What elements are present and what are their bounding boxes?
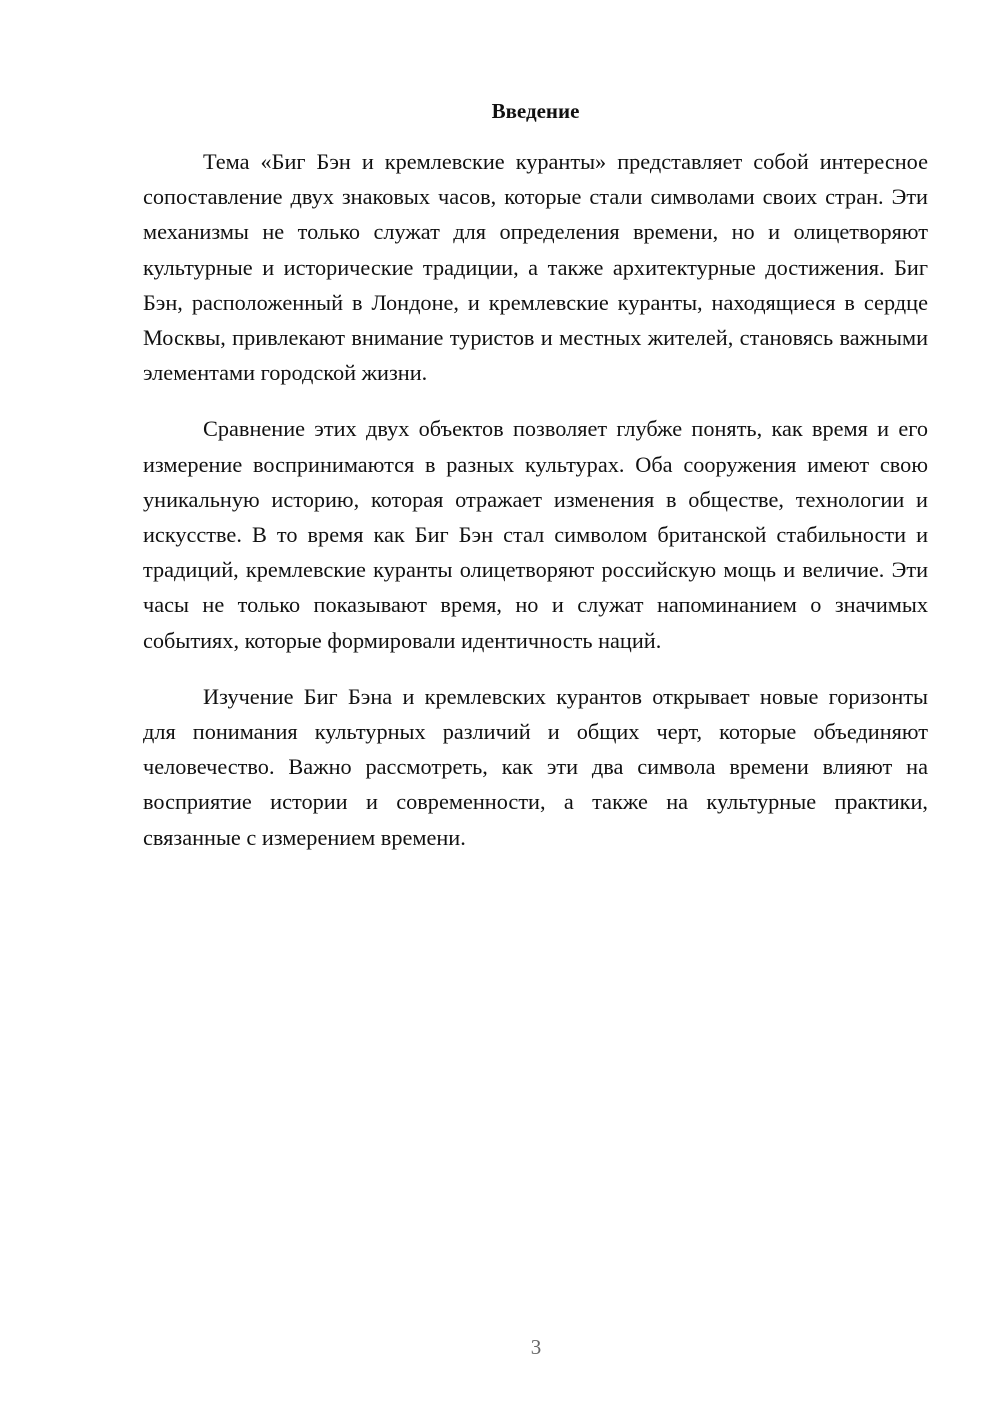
paragraph-2: Сравнение этих двух объектов позволяет глубже понять, как время и его измерение воспринимаются в разных культурах. Оба сооружения имеют свою уникальную историю, которая отражает изменения в обществе, технологии и искусстве. В то время как Биг Бэн стал символом британской стабильности и традиций, кремлевские куранты олицетворяют российскую мощь и величие. Эти часы не только показывают время, но и служат напоминанием о значимых событиях, которые формировали идентичность наций.: [143, 416, 928, 653]
paragraph-1: Тема «Биг Бэн и кремлевские куранты» представляет собой интересное сопоставление двух знаковых часов, которые стали символами своих стран. Эти механизмы не только служат для определения времени, но и олицетворяют культурные и исторические традиции, а также архитектурные достижения. Биг Бэн, расположенный в Лондоне, и кремлевские куранты, находящиеся в сердце Москвы, привлекают внимание туристов и местных жителей, становясь важными элементами городской жизни.: [143, 149, 928, 386]
section-heading: Введение: [491, 99, 580, 123]
page-number: 3: [530, 1335, 542, 1359]
paragraph-3: Изучение Биг Бэна и кремлевских курантов открывает новые горизонты для понимания культурных различий и общих черт, которые объединяют человечество. Важно рассмотреть, как эти два символа времени влияют на восприятие истории и современности, а также на культурные практики, связанные с измерением времени.: [143, 683, 928, 850]
page-content: [143, 96, 928, 855]
